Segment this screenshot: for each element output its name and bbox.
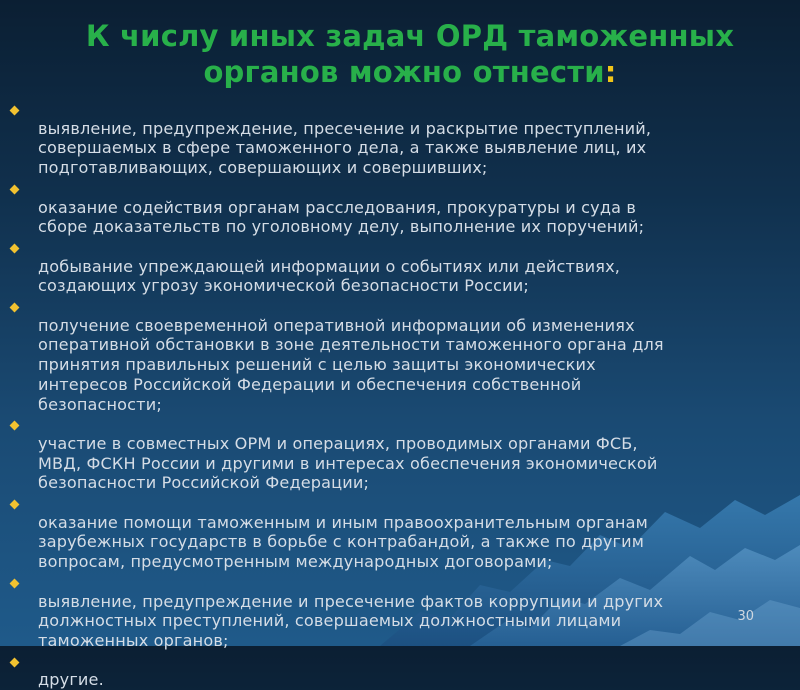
diamond-bullet-icon bbox=[10, 303, 20, 313]
diamond-bullet-icon bbox=[10, 106, 20, 116]
list-item-text: получение своевременной оперативной информации об изменениях оперативной обстановки в зоне деятельности таможенного органа для принятия правильных решений с целью защиты экономических интересов Российской Федерации и обеспечения собственной безопасности; bbox=[38, 315, 664, 414]
diamond-bullet-icon bbox=[10, 243, 20, 253]
list-item-text: оказание помощи таможенным и иным правоохранительным органам зарубежных государств в борьбе с контрабандой, а также по другим вопросам, предусмотренным международных договорами; bbox=[38, 512, 648, 572]
list-item-text: выявление, предупреждение и пресечение фактов коррупции и других должностных преступлений, совершаемых должностными лицами таможенных органов; bbox=[38, 591, 664, 650]
list-item-text: добывание упреждающей информации о событиях или действиях, создающих угрозу экономической безопасности России; bbox=[38, 256, 621, 296]
title-text: К числу иных задач ОРД таможенных органов можно отнести bbox=[85, 19, 735, 89]
list-item bbox=[0, 237, 790, 296]
diamond-bullet-icon bbox=[10, 184, 20, 194]
list-item-text: участие в совместных ОРМ и операциях, проводимых органами ФСБ, МВД, ФСКН России и другими в интересах обеспечения экономической безопасности Российской Федерации; bbox=[38, 433, 658, 493]
diamond-bullet-icon bbox=[10, 421, 20, 431]
list-item bbox=[0, 651, 790, 690]
diamond-bullet-icon bbox=[10, 657, 20, 667]
list-item bbox=[0, 414, 790, 493]
task-list bbox=[0, 99, 790, 690]
list-item bbox=[0, 493, 790, 572]
diamond-bullet-icon bbox=[10, 578, 20, 588]
list-item-text: оказание содействия органам расследования, прокуратуры и суда в сборе доказательств по уголовному делу, выполнение их поручений; bbox=[38, 197, 645, 237]
list-item bbox=[0, 178, 790, 237]
list-item bbox=[0, 296, 790, 414]
list-item-text: выявление, предупреждение, пресечение и раскрытие преступлений, совершаемых в сфере таможенного дела, а также выявление лиц, их подготавливающих, совершающих и совершивших; bbox=[38, 118, 652, 178]
list-item-text: другие. bbox=[38, 670, 104, 690]
title-colon: : bbox=[604, 55, 617, 89]
page-number: 30 bbox=[737, 609, 754, 624]
slide-title bbox=[40, 18, 780, 90]
diamond-bullet-icon bbox=[10, 500, 20, 510]
list-item bbox=[0, 572, 790, 651]
list-item bbox=[0, 99, 790, 178]
